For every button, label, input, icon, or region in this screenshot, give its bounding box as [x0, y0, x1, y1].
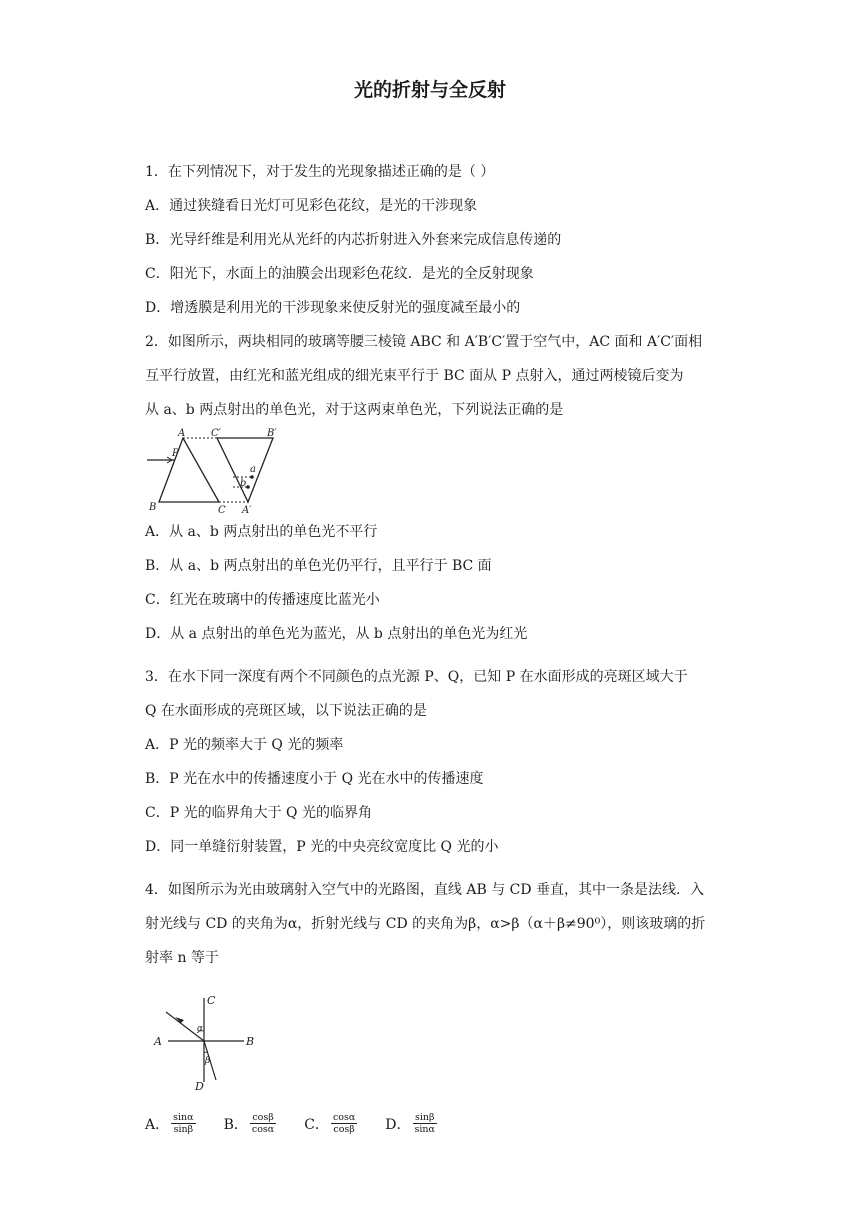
denominator: cosβ — [333, 1124, 355, 1135]
denominator: sinβ — [173, 1124, 194, 1135]
numerator: cosα — [332, 1112, 356, 1123]
q4-option-c — [304, 1112, 357, 1135]
option-letter: B． — [223, 1116, 248, 1133]
q3-option-a: A．P 光的频率大于 Q 光的频率 — [145, 737, 344, 753]
q4-stem-line-2: 射光线与 CD 的夹角为α，折射光线与 CD 的夹角为β，α>β（α＋β≠90⁰），则该玻璃的折 — [145, 916, 706, 932]
q2-stem-line-3: 从 a、b 两点射出的单色光，对于这两束单色光，下列说法正确的是 — [145, 402, 564, 418]
label-beta: β — [205, 1056, 211, 1066]
q4-stem-line-3: 射率 n 等于 — [145, 950, 219, 966]
q2-option-b: B．从 a、b 两点射出的单色光仍平行，且平行于 BC 面 — [145, 558, 492, 574]
q2-option-c: C．红光在玻璃中的传播速度比蓝光小 — [145, 592, 380, 608]
q2-stem-line-1: 2．如图所示，两块相同的玻璃等腰三棱镜 ABC 和 A′B′C′置于空气中，AC 面和 A′C′面相 — [145, 334, 703, 350]
refraction-figure — [148, 992, 263, 1092]
page-title: 光的折射与全反射 — [353, 79, 506, 101]
label-D: D — [195, 1080, 204, 1092]
numerator: sinα — [173, 1112, 194, 1123]
prism-figure — [145, 426, 285, 514]
label-B-prime: B′ — [267, 428, 277, 439]
fraction — [413, 1112, 437, 1135]
fraction — [331, 1112, 357, 1135]
numerator: sinβ — [414, 1112, 435, 1123]
q3-option-c: C．P 光的临界角大于 Q 光的临界角 — [145, 805, 372, 821]
label-P: P — [172, 448, 179, 459]
label-alpha: α — [197, 1024, 204, 1034]
denominator: cosα — [251, 1124, 275, 1135]
q3-stem-line-2: Q 在水面形成的亮斑区域，以下说法正确的是 — [145, 703, 427, 719]
option-letter: D． — [385, 1116, 411, 1133]
q4-options — [145, 1112, 465, 1135]
q3-option-d: D．同一单缝衍射装置，P 光的中央亮纹宽度比 Q 光的小 — [145, 839, 499, 855]
q1-option-b: B．光导纤维是利用光从光纤的内芯折射进入外套来完成信息传递的 — [145, 232, 562, 248]
label-B: B — [149, 502, 157, 513]
q1-option-d: D．增透膜是利用光的干涉现象来使反射光的强度减至最小的 — [145, 300, 521, 316]
q1-stem: 1．在下列情况下，对于发生的光现象描述正确的是（ ） — [145, 164, 495, 180]
point-a — [250, 475, 254, 479]
label-a: a — [250, 464, 256, 475]
q1-option-a: A．通过狭缝看日光灯可见彩色花纹，是光的干涉现象 — [145, 198, 478, 214]
option-letter: A． — [145, 1116, 170, 1133]
denominator: sinα — [414, 1124, 435, 1135]
label-B: B — [246, 1035, 255, 1048]
prism-a2b2c2 — [217, 438, 273, 502]
q2-option-a: A．从 a、b 两点射出的单色光不平行 — [145, 524, 378, 540]
label-b: b — [240, 478, 247, 489]
q4-option-d — [385, 1112, 437, 1135]
q2-option-d: D．从 a 点射出的单色光为蓝光，从 b 点射出的单色光为红光 — [145, 626, 528, 642]
option-letter: C． — [304, 1116, 329, 1133]
label-A: A — [178, 428, 186, 439]
point-b — [246, 485, 250, 489]
q2-stem-line-2: 互平行放置，由红光和蓝光组成的细光束平行于 BC 面从 P 点射入，通过两棱镜后变为 — [145, 368, 684, 384]
fraction — [250, 1112, 276, 1135]
q3-option-b: B．P 光在水中的传播速度小于 Q 光在水中的传播速度 — [145, 771, 484, 787]
label-C: C — [218, 505, 226, 514]
q1-option-c: C．阳光下，水面上的油膜会出现彩色花纹．是光的全反射现象 — [145, 266, 534, 282]
numerator: cosβ — [252, 1112, 274, 1123]
q3-stem-line-1: 3．在水下同一深度有两个不同颜色的点光源 P、Q，已知 P 在水面形成的亮斑区域大于 — [145, 669, 688, 685]
q4-option-a — [145, 1112, 196, 1135]
prism-abc — [159, 438, 219, 502]
label-A: A — [154, 1035, 162, 1048]
q4-stem-line-1: 4．如图所示为光由玻璃射入空气中的光路图，直线 AB 与 CD 垂直，其中一条是法线．入 — [145, 882, 705, 898]
label-C-prime: C′ — [211, 428, 221, 439]
label-A-prime: A′ — [242, 505, 252, 514]
q4-option-b — [224, 1112, 277, 1135]
fraction — [171, 1112, 195, 1135]
label-C: C — [207, 994, 216, 1007]
